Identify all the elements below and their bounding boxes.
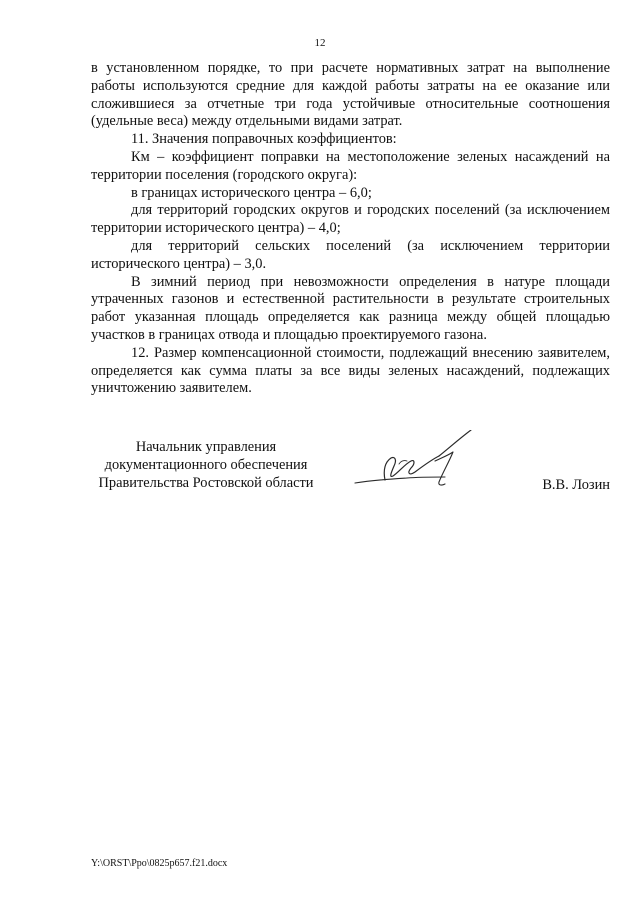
paragraph: В зимний период при невозможности определения в натуре площади утраченных газонов и естественной растительности в результате строительных работ указанная площадь определяется как разница между общей площадью участков в границах отвода и площадью проектируемого газона. [91, 273, 610, 343]
file-path: Y:\ORST\Ppo\0825p657.f21.docx [91, 858, 228, 869]
signatory-title-line: Правительства Ростовской области [98, 475, 314, 491]
document-body [91, 60, 610, 398]
paragraph: в установленном порядке, то при расчете нормативных затрат на выполнение работы используются средние для каждой работы затраты на ее оказание или сложившиеся за отчетные три года устойчивые относительные соотношения (удельные веса) между отдельными видами затрат. [91, 60, 610, 130]
signatory-title-line: документационного обеспечения [104, 457, 308, 473]
signatory-title-line: Начальник управления [135, 439, 277, 455]
handwritten-signature [349, 430, 509, 500]
paragraph: в границах исторического центра – 6,0; [131, 184, 372, 201]
signatory-name: В.В. Лозин [542, 477, 610, 493]
page-number: 12 [314, 37, 326, 49]
signature-block [91, 438, 610, 508]
paragraph: для территорий сельских поселений (за исключением территории исторического центра) – 3,0. [91, 237, 610, 272]
paragraph: 12. Размер компенсационной стоимости, подлежащий внесению заявителем, определяется как сумма платы за все виды зеленых насаждений, подлежащих уничтожению заявителем. [91, 344, 610, 397]
paragraph: 11. Значения поправочных коэффициентов: [131, 131, 397, 148]
paragraph: Км – коэффициент поправки на местоположение зеленых насаждений на территории поселения (городского округа): [91, 148, 610, 183]
signatory-title [91, 438, 321, 492]
paragraph: для территорий городских округов и городских поселений (за исключением территории исторического центра) – 4,0; [91, 202, 610, 237]
